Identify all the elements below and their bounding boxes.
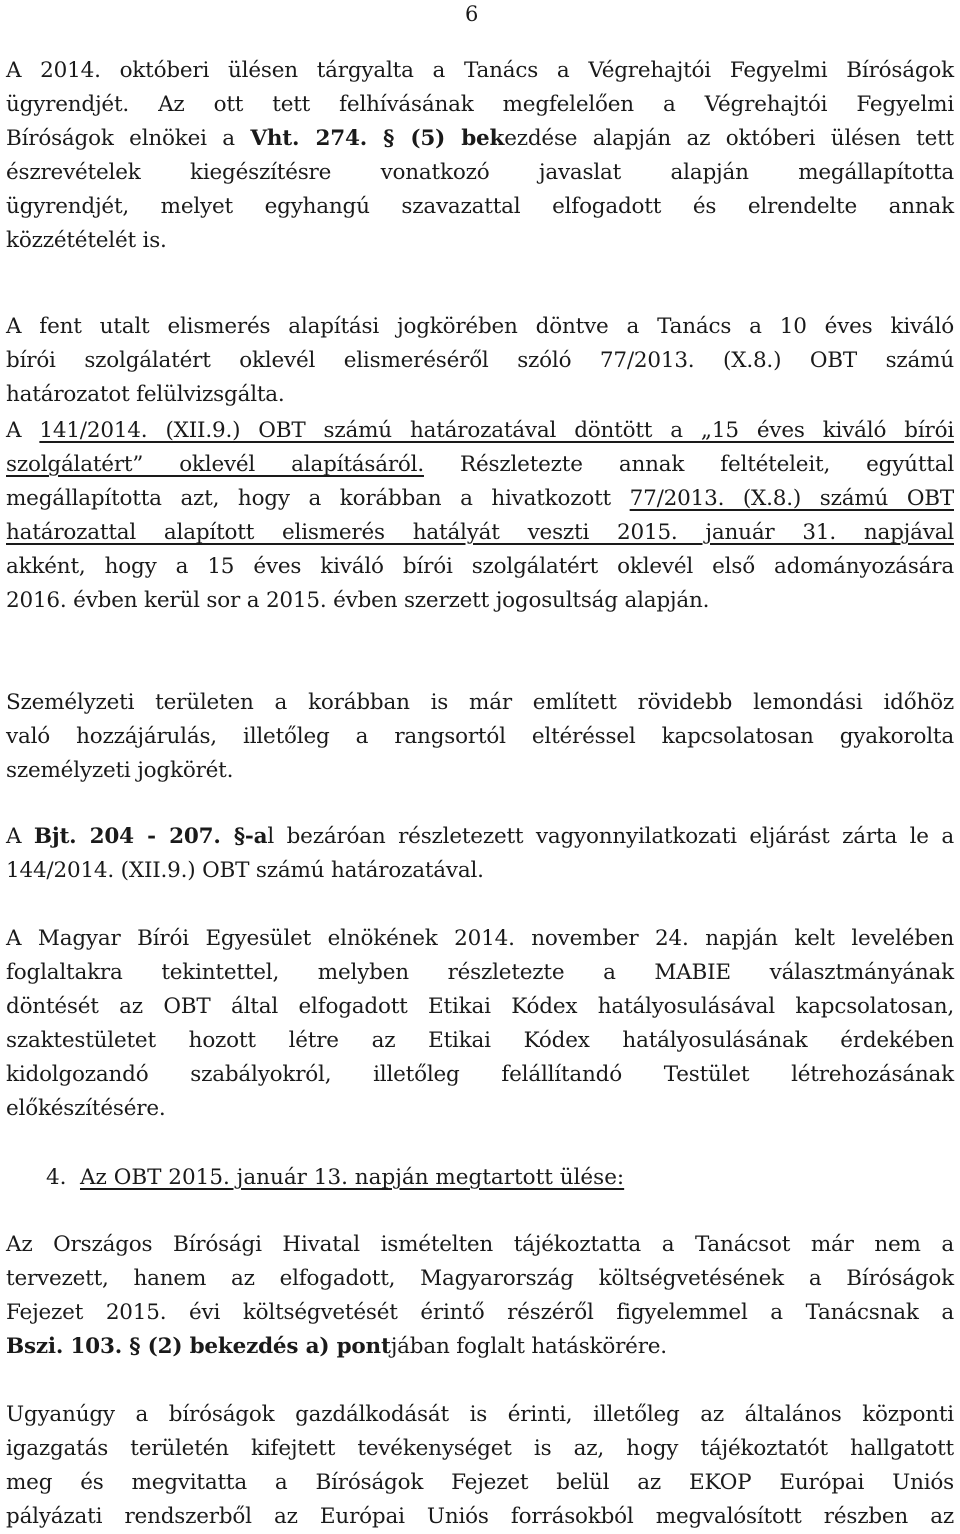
text-line: előkészítésére.	[6, 1096, 166, 1121]
paragraph-elismeres-felulvizsgalat	[6, 310, 954, 412]
paragraph-obh-koltsegvetes	[6, 1228, 954, 1364]
text-line	[6, 122, 954, 156]
text-line	[6, 1330, 954, 1364]
underlined-text: 77/2013. (X.8.) számú OBT	[629, 486, 954, 511]
text-line: foglaltakra tekintettel, melyben részletezte a MABIE választmányának	[6, 960, 954, 985]
text-line: 2016. évben kerül sor a 2015. évben szerzett jogosultság alapján.	[6, 588, 710, 613]
text-line: való hozzájárulás, illetőleg a rangsortól eltéréssel kapcsolatosan gyakorolta	[6, 724, 954, 749]
text-line	[6, 448, 954, 482]
text-run: A Magyar Bírói Egyesület elnökének 2014. november 24.	[6, 926, 689, 951]
text-line: Személyzeti területen a korábban is már említett rövidebb lemondási időhöz	[6, 690, 954, 715]
text-line: meg és megvitatta a Bíróságok Fejezet belül az EKOP Európai Uniós	[6, 1470, 954, 1495]
text-line	[6, 820, 954, 854]
text-line: igazgatás területén kifejtett tevékenységet is az, hogy tájékoztatót hallgatott	[6, 1436, 954, 1461]
paragraph-mabie-etikai-kodex	[6, 922, 954, 1126]
text-run: A	[6, 418, 40, 443]
text-line: A fent utalt elismerés alapítási jogkörében döntve a Tanács a 10 éves kiváló	[6, 314, 954, 339]
text-line: Ugyanúgy a bíróságok gazdálkodását is érinti, illetőleg az általános központi	[6, 1402, 954, 1427]
text-line	[6, 922, 954, 956]
text-line: akként, hogy a 15 éves kiváló bírói szolgálatért oklevél első adományozására	[6, 554, 954, 579]
page-number: 6	[465, 2, 479, 26]
paragraph-15-eves-oklevel	[6, 414, 954, 618]
paragraph-szemelyzeti-terulet	[6, 686, 954, 788]
text-line	[6, 482, 954, 516]
text-run: megállapította azt, hogy a korábban a hivatkozott	[6, 486, 630, 511]
text-line: határozatot felülvizsgálta.	[6, 382, 285, 407]
text-line: kidolgozandó szabályokról, illetőleg felállítandó Testület létrehozásának	[6, 1062, 954, 1087]
text-line: 144/2014. (XII.9.) OBT számú határozatával.	[6, 858, 484, 883]
paragraph-vegrehajtoi-ugyrend	[6, 54, 954, 258]
text-line: ügyrendjét, melyet egyhangú szavazattal elfogadott és elrendelte annak	[6, 194, 954, 219]
text-line: ügyrendjét. Az ott tett felhívásának megfelelően a Végrehajtói Fegyelmi	[6, 92, 954, 117]
text-line: A 2014. októberi ülésen tárgyalta a Tanács a Végrehajtói Fegyelmi Bíróságok	[6, 58, 954, 83]
text-line: tervezett, hanem az elfogadott, Magyarország költségvetésének a Bíróságok	[6, 1266, 954, 1291]
paragraph-ekop-palyazat	[6, 1398, 954, 1534]
legal-reference: Bjt. 204 - 207. §-a	[33, 824, 268, 849]
text-line: közzétételét is.	[6, 228, 167, 253]
text-line: személyzeti jogkörét.	[6, 758, 234, 783]
text-run: ezdése alapján az októberi ülésen tett	[504, 126, 954, 151]
text-run: Bíróságok elnökei a	[6, 126, 251, 151]
text-line: pályázati rendszerből az Európai Uniós forrásokból megvalósított részben az	[6, 1504, 954, 1529]
text-run: A	[6, 824, 34, 849]
underlined-text-line: határozattal alapított elismerés hatályát veszti 2015. január 31. napjával	[6, 520, 954, 545]
section-number: 4.	[46, 1165, 67, 1190]
paragraph-vagyonnyilatkozat	[6, 820, 954, 888]
legal-reference: Vht. 274. § (5) bek	[250, 126, 505, 151]
text-line: bírói szolgálatért oklevél elismeréséről szóló 77/2013. (X.8.) OBT számú	[6, 348, 954, 373]
text-line: észrevételek kiegészítésre vonatkozó javaslat alapján megállapította	[6, 160, 954, 185]
legal-reference: Bszi. 103. § (2) bekezdés a) pont	[6, 1334, 391, 1359]
text-line: Fejezet 2015. évi költségvetését érintő részéről figyelemmel a Tanácsnak a	[6, 1300, 954, 1325]
text-run: Részletezte annak feltételeit, egyúttal	[423, 452, 954, 477]
text-run: l bezáróan részletezett vagyonnyilatkozati eljárást zárta le a	[267, 824, 954, 849]
text-line	[6, 414, 954, 448]
text-run: napján kelt levelében	[688, 926, 954, 951]
text-run: jában foglalt hatáskörére.	[390, 1334, 667, 1359]
underlined-text: 141/2014. (XII.9.) OBT számú határozatával döntött a „15 éves kiváló bírói	[39, 418, 954, 443]
section-heading: Az OBT 2015. január 13. napján megtartott ülése:	[80, 1165, 625, 1190]
text-line: Az Országos Bírósági Hivatal ismételten tájékoztatta a Tanácsot már nem a	[6, 1232, 954, 1257]
text-line: szaktestületet hozott létre az Etikai Kódex hatályosulásának érdekében	[6, 1028, 954, 1053]
underlined-text: szolgálatért” oklevél alapításáról.	[6, 452, 424, 477]
text-line: döntését az OBT által elfogadott Etikai Kódex hatályosulásával kapcsolatosan,	[6, 994, 954, 1019]
